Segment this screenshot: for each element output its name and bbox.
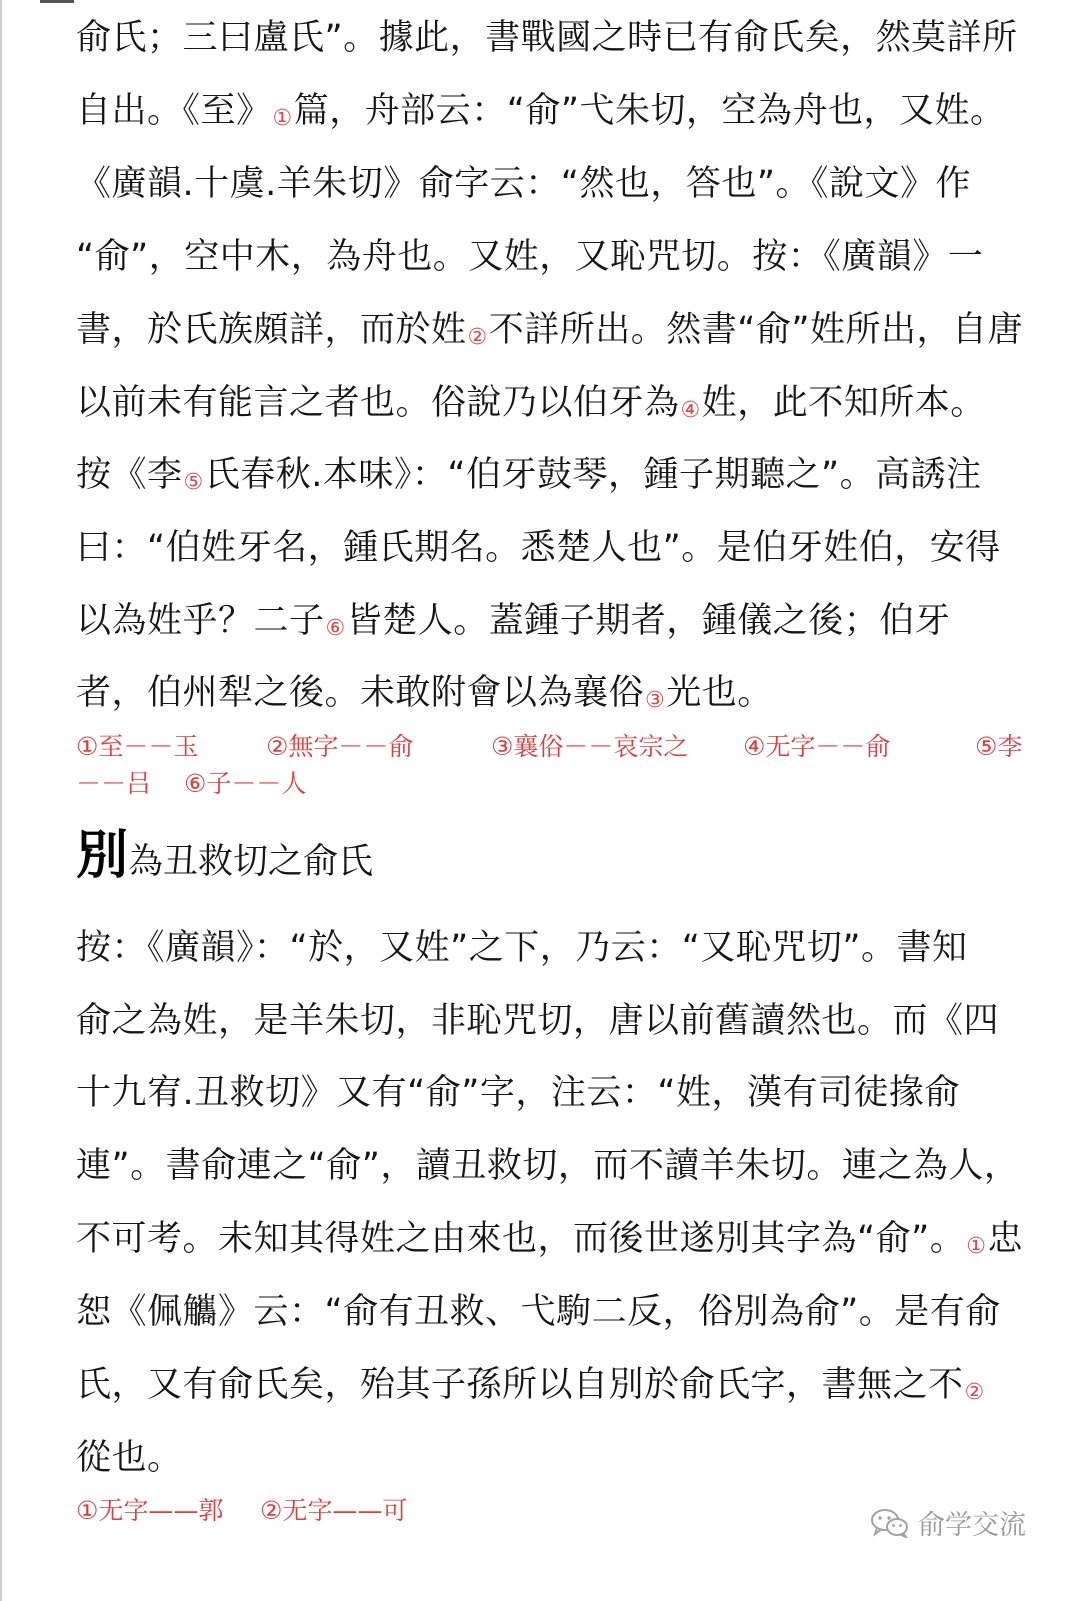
annotation-marker: ⑤ bbox=[183, 470, 204, 495]
text-line bbox=[76, 1144, 1019, 1188]
text-segment: “俞”，空中木，為舟也。又姓，又恥咒切。按：《廣韻》一 bbox=[76, 237, 984, 277]
text-line bbox=[76, 381, 986, 430]
footnote: ②無字－－俞 bbox=[266, 732, 414, 761]
text-segment: 氏春秋.本味》：“伯牙鼓琴，鍾子期聽之”。高誘注 bbox=[204, 455, 982, 495]
text-segment: 氏，又有俞氏矣，殆其子孫所以自別於俞氏字，書無之不 bbox=[76, 1365, 964, 1405]
text-segment: 《廣韻.十虞.羊朱切》俞字云：“然也，答也”。《說文》作 bbox=[76, 164, 972, 204]
footnote: －－吕 bbox=[76, 769, 152, 798]
text-segment: 書，於氏族頗詳，而於姓 bbox=[76, 310, 467, 350]
text-line bbox=[76, 1363, 986, 1412]
text-line bbox=[76, 671, 773, 720]
text-segment: 不詳所出。然書“俞”姓所出，自唐 bbox=[488, 310, 1024, 350]
annotation-marker: ① bbox=[966, 1234, 987, 1259]
text-segment: 以為姓乎？二子 bbox=[76, 601, 325, 641]
heading-initial: 別 bbox=[76, 826, 129, 886]
top-border-tick bbox=[40, 0, 74, 3]
text-segment: 以前未有能言之者也。俗說乃以伯牙為 bbox=[76, 383, 680, 423]
left-border bbox=[0, 0, 2, 1601]
text-line bbox=[76, 1290, 1001, 1334]
text-line bbox=[76, 89, 1006, 138]
annotation-marker: ② bbox=[964, 1380, 985, 1405]
text-line bbox=[76, 162, 971, 206]
text-segment: 者，伯州犁之後。未敢附會以為襄俗 bbox=[76, 673, 645, 713]
text-segment: 姓，此不知所本。 bbox=[701, 383, 986, 423]
footnote-line bbox=[76, 731, 1022, 763]
text-segment: 恕《佩觿》云：“俞有丑救、弋駒二反，俗別為俞”。是有俞 bbox=[76, 1292, 1001, 1332]
text-segment: 篇，舟部云：“俞”弋朱切，空為舟也，又姓。 bbox=[293, 91, 1006, 131]
text-segment: 俞之為姓，是羊朱切，非恥咒切，唐以前舊讀然也。而《四 bbox=[76, 1001, 1000, 1041]
text-line bbox=[76, 526, 1001, 570]
text-line bbox=[76, 308, 1023, 357]
text-segment: 皆楚人。蓋鍾子期者，鍾儀之後；伯牙 bbox=[346, 601, 951, 641]
text-line bbox=[76, 235, 983, 279]
annotation-marker: ③ bbox=[645, 688, 666, 713]
heading-title: 為丑救切之俞氏 bbox=[128, 842, 374, 882]
annotation-marker: ④ bbox=[680, 398, 701, 423]
text-segment: 俞氏；三曰盧氏”。據此，書戰國之時已有俞氏矣，然莫詳所 bbox=[76, 18, 1018, 58]
section-2-heading bbox=[76, 826, 373, 892]
text-line bbox=[76, 599, 950, 648]
footnote: ①至－－玉 bbox=[76, 732, 199, 761]
text-line bbox=[76, 926, 968, 970]
text-line bbox=[76, 16, 1018, 60]
text-segment: 按：《廣韻》：“於，又姓”之下，乃云：“又恥咒切”。書知 bbox=[76, 928, 968, 968]
annotation-marker: ② bbox=[467, 325, 488, 350]
text-line bbox=[76, 1217, 1023, 1266]
annotation-marker: ① bbox=[272, 106, 293, 131]
text-line bbox=[76, 453, 982, 502]
watermark-text: 俞学交流 bbox=[918, 1510, 1026, 1541]
text-line bbox=[76, 1436, 183, 1480]
annotation-marker: ⑥ bbox=[325, 616, 346, 641]
text-segment: 連”。書俞連之“俞”，讀丑救切，而不讀羊朱切。連之為人， bbox=[76, 1146, 1020, 1186]
wechat-icon bbox=[870, 1508, 910, 1538]
text-segment: 曰：“伯姓牙名，鍾氏期名。悉楚人也”。是伯牙姓伯，安得 bbox=[76, 528, 1001, 568]
footnote: ④无字－－俞 bbox=[743, 732, 891, 761]
footnote: ②无字——可 bbox=[260, 1496, 408, 1525]
text-line bbox=[76, 999, 999, 1043]
text-segment: 忠 bbox=[987, 1219, 1024, 1259]
footnote: ⑥子－－人 bbox=[184, 769, 307, 798]
footnote-line bbox=[76, 1495, 407, 1527]
text-segment: 從也。 bbox=[76, 1438, 183, 1478]
footnote: ⑤李 bbox=[975, 732, 1023, 761]
footnote: ③襄俗－－哀宗之 bbox=[491, 732, 689, 761]
text-segment: 光也。 bbox=[666, 673, 773, 713]
text-segment: 按《李 bbox=[76, 455, 183, 495]
watermark bbox=[870, 1503, 1026, 1542]
footnote: ①无字——郭 bbox=[76, 1496, 224, 1525]
text-line bbox=[76, 1071, 960, 1115]
text-segment: 自出。《至》 bbox=[76, 91, 272, 131]
footnote-line bbox=[76, 768, 306, 800]
text-segment: 十九宥.丑救切》又有“俞”字，注云：“姓，漢有司徒掾俞 bbox=[76, 1073, 961, 1113]
text-segment: 不可考。未知其得姓之由來也，而後世遂別其字為“俞”。 bbox=[76, 1219, 966, 1259]
